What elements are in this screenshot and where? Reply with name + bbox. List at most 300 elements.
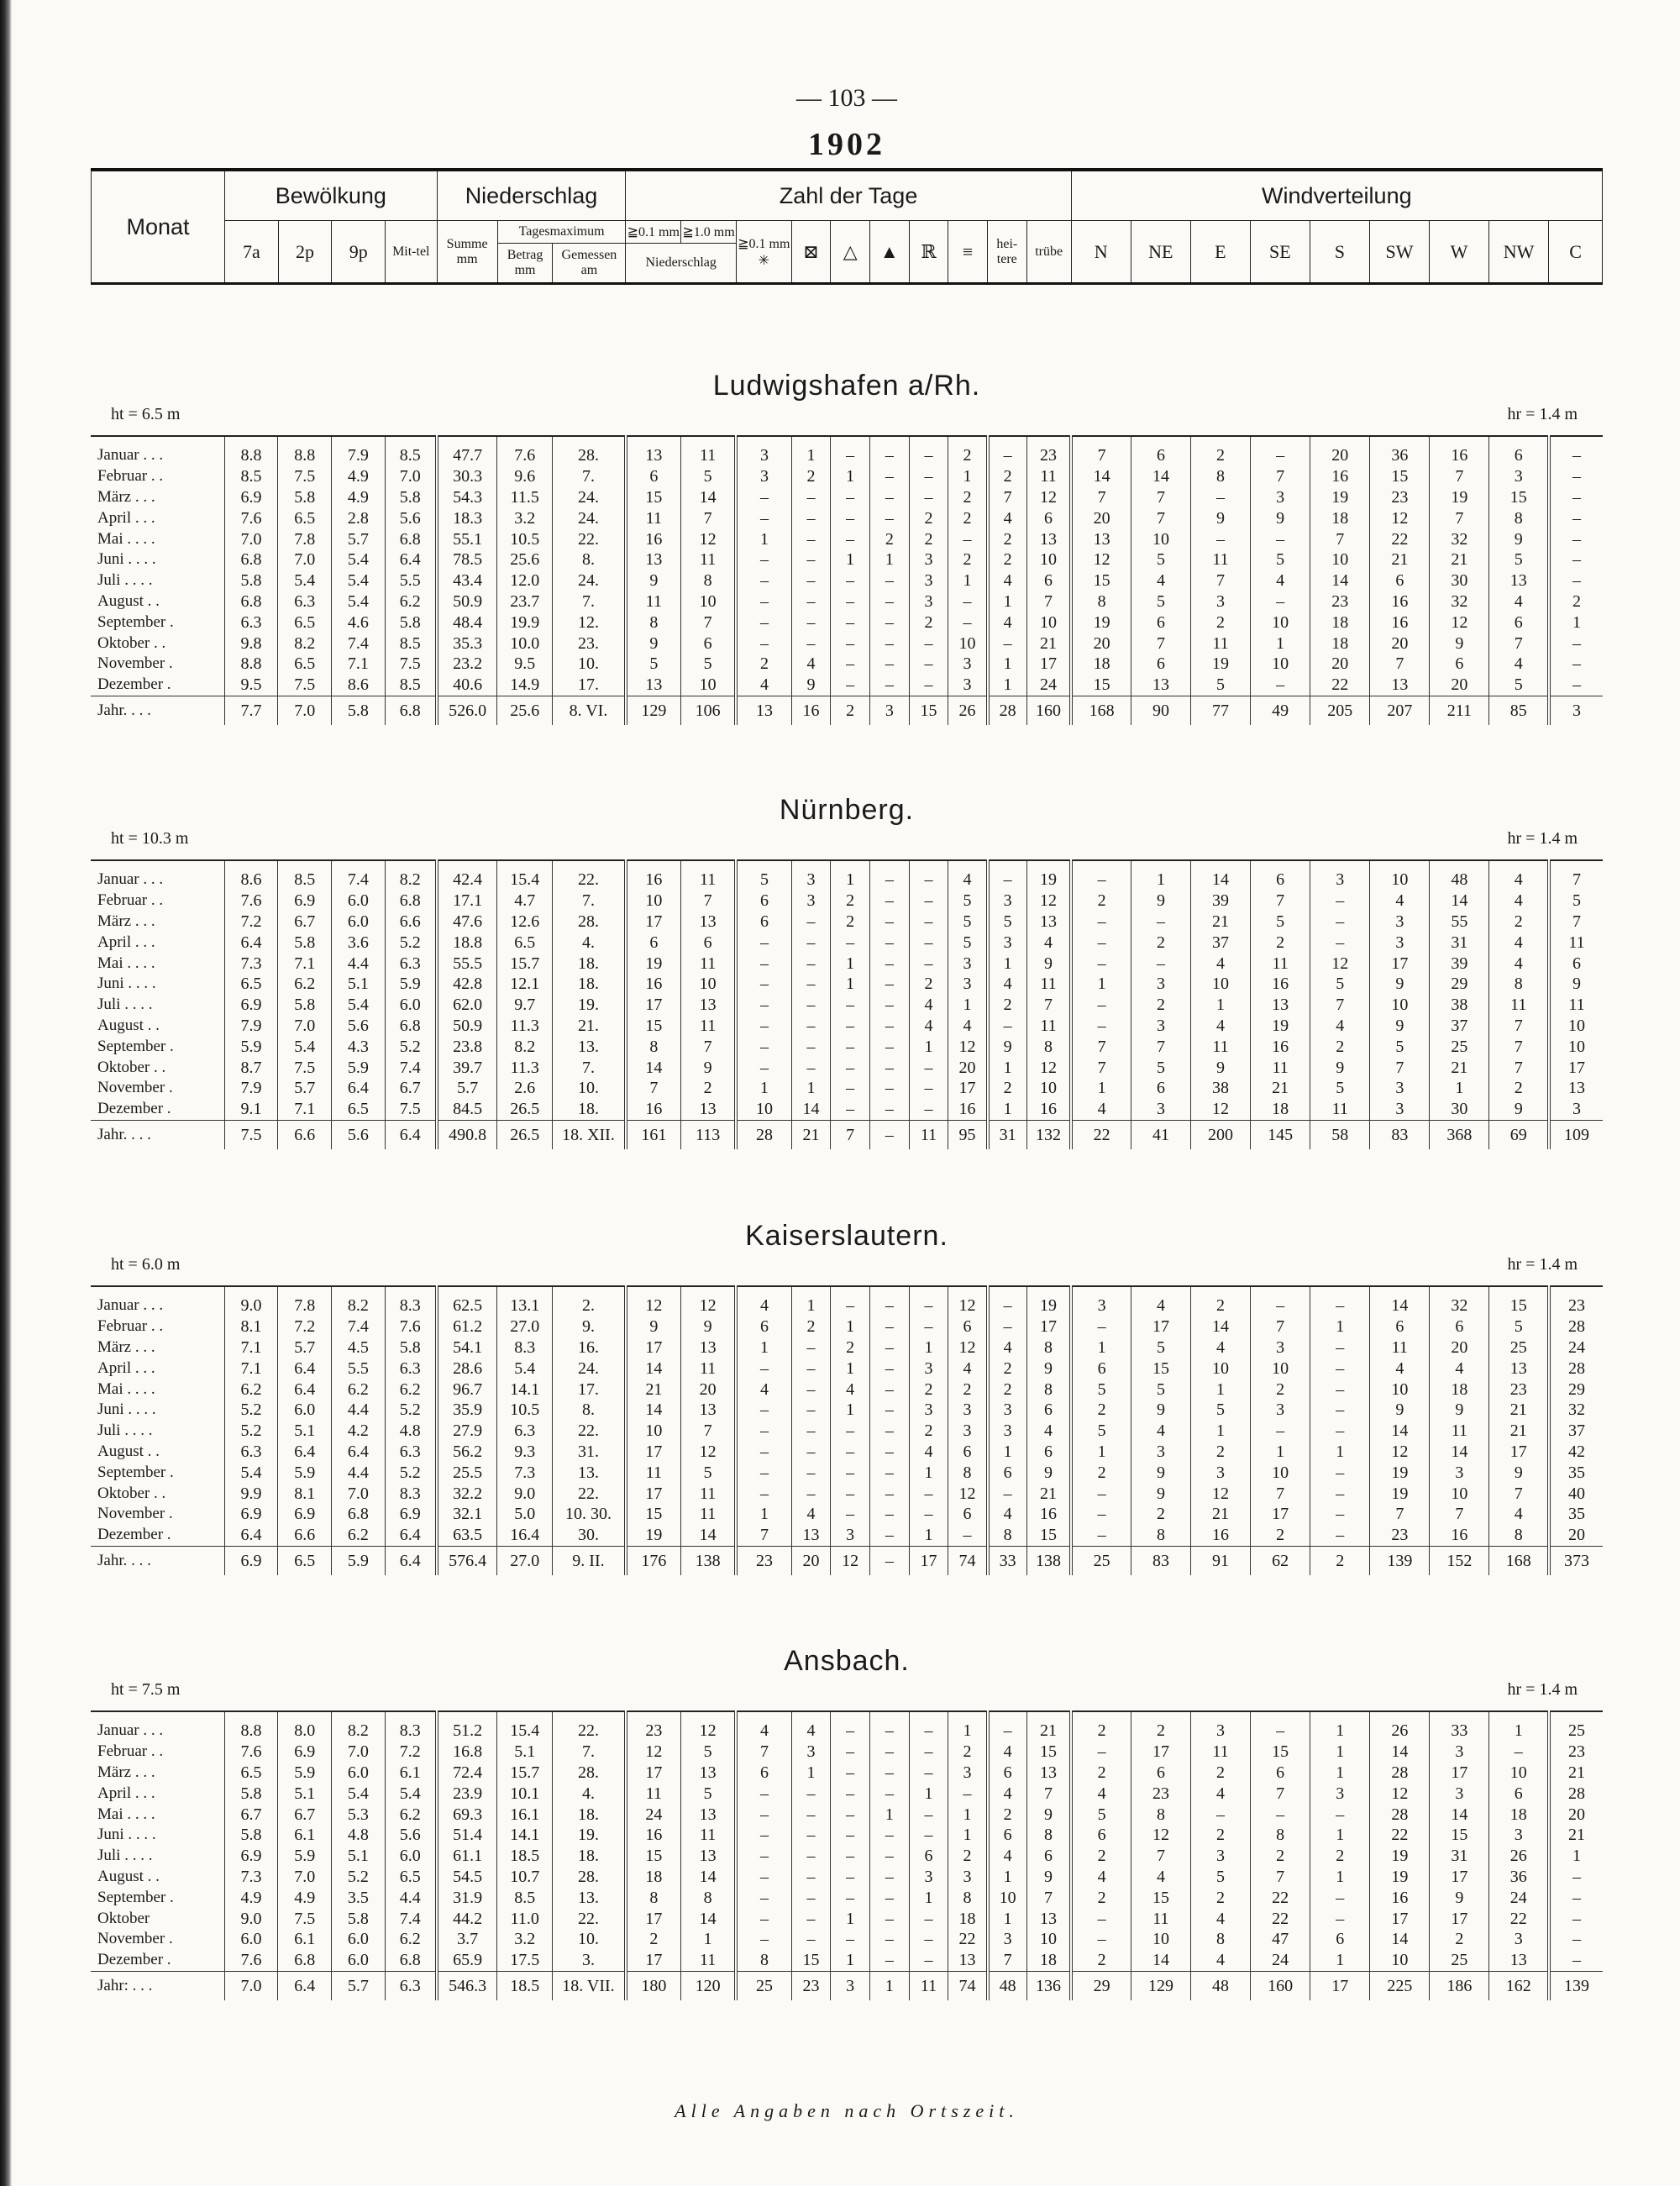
table-cell: 13 xyxy=(681,1763,737,1784)
table-cell: 6.5 xyxy=(278,507,332,528)
table-cell: 10 xyxy=(1310,549,1370,570)
table-cell: – xyxy=(909,1908,948,1929)
table-cell: 8 xyxy=(1026,1036,1071,1057)
table-cell: 23 xyxy=(1549,1286,1603,1316)
table-row xyxy=(91,1099,1603,1120)
table-cell: 10 xyxy=(1190,974,1250,995)
table-cell: 368 xyxy=(1430,1120,1489,1149)
table-cell: 9.9 xyxy=(224,1483,278,1504)
table-cell: 8.5 xyxy=(385,436,437,466)
table-cell: 7 xyxy=(1251,466,1310,487)
table-cell: – xyxy=(831,1825,870,1846)
table-cell: 6 xyxy=(1131,612,1190,633)
table-cell: 3 xyxy=(1190,591,1250,612)
table-cell: 7.5 xyxy=(224,1120,278,1149)
table-cell: 10 xyxy=(626,891,681,912)
table-cell: – xyxy=(791,1846,831,1867)
table-cell: 1 xyxy=(1310,1763,1370,1784)
table-cell: 5.9 xyxy=(278,1846,332,1867)
table-cell: 17 xyxy=(626,1908,681,1929)
table-cell: 27.0 xyxy=(497,1316,553,1337)
table-cell: 10 xyxy=(1131,1929,1190,1950)
table-cell: 7.9 xyxy=(332,436,386,466)
table-cell: – xyxy=(988,1016,1027,1037)
table-row xyxy=(91,1316,1603,1337)
month-label: Februar . . xyxy=(97,1317,164,1336)
table-cell: – xyxy=(791,932,831,953)
table-cell: – xyxy=(869,633,909,654)
table-cell: 12.1 xyxy=(497,974,553,995)
table-cell: 13 xyxy=(626,549,681,570)
table-cell: 7.2 xyxy=(385,1742,437,1763)
month-label: Juli . . . . xyxy=(97,1421,153,1440)
table-cell: 14.1 xyxy=(497,1379,553,1400)
table-cell: 19 xyxy=(1026,860,1071,891)
header-z01: ≧0.1 mm xyxy=(626,221,681,244)
table-cell: 4 xyxy=(988,570,1027,591)
table-cell: 16 xyxy=(1430,1525,1489,1546)
header-wind-c: C xyxy=(1549,221,1603,284)
table-cell: 4 xyxy=(988,612,1027,633)
table-cell: 9.7 xyxy=(497,995,553,1016)
table-cell: 7 xyxy=(1131,487,1190,508)
table-cell: 6.3 xyxy=(224,1442,278,1463)
table-cell: 16. xyxy=(553,1337,626,1358)
month-label: Dezember . xyxy=(97,1526,171,1544)
table-cell: 1 xyxy=(1310,1442,1370,1463)
table-cell: – xyxy=(1190,487,1250,508)
table-cell: 6.0 xyxy=(332,1950,386,1971)
table-cell: 2 xyxy=(1190,1442,1250,1463)
month-label: März . . . xyxy=(97,1337,155,1356)
table-cell: 5.4 xyxy=(278,1036,332,1057)
table-cell: 7 xyxy=(1370,1504,1430,1525)
table-cell: 13 xyxy=(681,995,737,1016)
table-cell: 21 xyxy=(1190,912,1250,933)
table-cell: 26 xyxy=(1370,1711,1430,1742)
table-cell: 19. xyxy=(553,1825,626,1846)
table-cell: 20 xyxy=(791,1546,831,1575)
table-cell: 11 xyxy=(1251,953,1310,974)
table-cell: – xyxy=(791,1358,831,1379)
table-cell: 10 xyxy=(736,1099,791,1120)
table-cell: 3 xyxy=(831,1971,870,2000)
table-cell: 4.9 xyxy=(332,466,386,487)
table-cell: 4 xyxy=(1190,1950,1250,1971)
table-cell: – xyxy=(869,1546,909,1575)
table-cell: 13 xyxy=(1131,675,1190,696)
table-cell: – xyxy=(948,528,988,549)
table-cell: – xyxy=(1549,570,1603,591)
table-cell: 10 xyxy=(626,1421,681,1442)
table-cell: 5.4 xyxy=(497,1358,553,1379)
table-row xyxy=(91,1804,1603,1825)
table-cell: 6.9 xyxy=(278,1504,332,1525)
month-label: Oktober xyxy=(97,1909,150,1927)
table-cell: – xyxy=(1071,860,1131,891)
table-cell: 5.5 xyxy=(385,570,437,591)
table-cell: 2 xyxy=(1251,1525,1310,1546)
table-cell: 20 xyxy=(1071,633,1131,654)
table-cell: 4 xyxy=(988,507,1027,528)
table-cell: 7 xyxy=(1489,1057,1549,1078)
table-row xyxy=(91,953,1603,974)
table-cell: 526.0 xyxy=(437,696,497,725)
table-cell: – xyxy=(791,1867,831,1888)
table-row xyxy=(91,1400,1603,1421)
table-cell: 18 xyxy=(1251,1099,1310,1120)
table-cell: – xyxy=(869,1504,909,1525)
table-cell: – xyxy=(791,1016,831,1037)
table-cell: 85 xyxy=(1489,696,1549,725)
table-cell: 32.1 xyxy=(437,1504,497,1525)
table-cell: 38 xyxy=(1430,995,1489,1016)
table-cell: 6.2 xyxy=(278,974,332,995)
table-cell: 1 xyxy=(909,1783,948,1804)
table-cell: 15 xyxy=(909,696,948,725)
table-cell: 21 xyxy=(1549,1825,1603,1846)
table-cell: 139 xyxy=(1549,1971,1603,2000)
table-cell: 8 xyxy=(626,1887,681,1908)
table-cell: 7 xyxy=(1131,633,1190,654)
table-cell: 13 xyxy=(1489,1358,1549,1379)
table-cell: 9 xyxy=(1026,1462,1071,1483)
table-cell: 4 xyxy=(948,1016,988,1037)
table-cell: – xyxy=(831,1078,870,1099)
table-cell: 8.1 xyxy=(224,1316,278,1337)
table-cell: 11 xyxy=(681,953,737,974)
table-cell: 6.5 xyxy=(224,1763,278,1784)
table-cell: – xyxy=(1071,953,1131,974)
table-cell: 7 xyxy=(1251,1783,1310,1804)
table-cell: 2 xyxy=(1131,995,1190,1016)
table-cell: 4 xyxy=(1026,932,1071,953)
table-cell: 5 xyxy=(1489,549,1549,570)
table-cell: 32 xyxy=(1549,1400,1603,1421)
table-cell: 7.0 xyxy=(224,1971,278,2000)
table-cell: 6.4 xyxy=(278,1379,332,1400)
table-cell: 14 xyxy=(681,487,737,508)
table-cell: 9.5 xyxy=(224,675,278,696)
table-cell: 2 xyxy=(909,507,948,528)
table-cell: 7 xyxy=(1026,1887,1071,1908)
table-cell: 8. xyxy=(553,549,626,570)
table-cell: 23 xyxy=(1026,436,1071,466)
table-cell: 10 xyxy=(1026,1929,1071,1950)
table-cell: 9 xyxy=(626,633,681,654)
table-cell: 30 xyxy=(1430,1099,1489,1120)
table-cell: 50.9 xyxy=(437,591,497,612)
table-cell: 14.9 xyxy=(497,675,553,696)
table-cell: 15.7 xyxy=(497,1763,553,1784)
table-cell: 1 xyxy=(831,466,870,487)
table-cell: 42.8 xyxy=(437,974,497,995)
table-cell: 62.5 xyxy=(437,1286,497,1316)
table-cell: 21 xyxy=(1430,1057,1489,1078)
table-cell: – xyxy=(909,891,948,912)
table-cell: 48 xyxy=(988,1971,1027,2000)
table-cell: 16 xyxy=(1370,1887,1430,1908)
table-cell: 1 xyxy=(948,1711,988,1742)
station-name: Ansbach. xyxy=(784,1645,910,1677)
table-cell: 14 xyxy=(1370,1929,1430,1950)
table-row xyxy=(91,891,1603,912)
table-cell: 9 xyxy=(1190,1057,1250,1078)
table-cell: 13 xyxy=(681,912,737,933)
table-cell: 16 xyxy=(948,1099,988,1120)
table-cell: 7.4 xyxy=(332,860,386,891)
table-cell: – xyxy=(831,1846,870,1867)
table-cell: 10 xyxy=(1251,1462,1310,1483)
table-cell: 7.1 xyxy=(278,1099,332,1120)
table-cell: 9.6 xyxy=(497,466,553,487)
table-cell: 10 xyxy=(1190,1358,1250,1379)
table-cell: 15 xyxy=(626,487,681,508)
station-ht: ht = 7.5 m xyxy=(111,1680,181,1699)
table-cell: 3 xyxy=(1430,1742,1489,1763)
table-cell: 5 xyxy=(1190,1400,1250,1421)
table-cell: – xyxy=(1549,549,1603,570)
table-cell: 28. xyxy=(553,912,626,933)
table-cell: 160 xyxy=(1026,696,1071,725)
header-tagesmaximum: Tagesmaximum xyxy=(497,221,626,244)
table-cell: 10 xyxy=(1251,1358,1310,1379)
table-cell: 5.2 xyxy=(224,1400,278,1421)
table-cell: 18.3 xyxy=(437,507,497,528)
table-cell: 3 xyxy=(1190,1711,1250,1742)
table-cell: 5.4 xyxy=(224,1462,278,1483)
table-cell: 6 xyxy=(1251,1763,1310,1784)
table-cell: 26 xyxy=(948,696,988,725)
table-cell: 2 xyxy=(1251,1379,1310,1400)
table-cell: 4 xyxy=(1251,570,1310,591)
table-cell: 10 xyxy=(1370,1950,1430,1971)
table-cell: 12 xyxy=(681,1711,737,1742)
table-cell: – xyxy=(831,1483,870,1504)
table-cell: 6.8 xyxy=(385,891,437,912)
table-cell: 7 xyxy=(1549,860,1603,891)
table-cell: – xyxy=(736,591,791,612)
table-cell: 7 xyxy=(988,487,1027,508)
table-cell: 4 xyxy=(831,1379,870,1400)
table-cell: 4 xyxy=(1131,570,1190,591)
table-row xyxy=(91,633,1603,654)
table-cell: 1 xyxy=(736,1504,791,1525)
table-cell: – xyxy=(791,1036,831,1057)
table-cell: 33 xyxy=(988,1546,1027,1575)
table-cell: 138 xyxy=(1026,1546,1071,1575)
table-cell: – xyxy=(869,1483,909,1504)
table-cell: 14 xyxy=(681,1525,737,1546)
table-cell: 7.5 xyxy=(385,1099,437,1120)
table-cell: 3 xyxy=(1370,932,1430,953)
table-cell: – xyxy=(869,487,909,508)
table-cell: 24 xyxy=(1489,1887,1549,1908)
table-cell: 6 xyxy=(1430,1316,1489,1337)
table-cell: 5.1 xyxy=(278,1783,332,1804)
table-cell: 4 xyxy=(948,860,988,891)
table-cell: 11 xyxy=(1026,974,1071,995)
table-row xyxy=(91,612,1603,633)
table-cell: 1 xyxy=(1310,1867,1370,1888)
table-cell: 2 xyxy=(909,1421,948,1442)
table-cell: 14.1 xyxy=(497,1825,553,1846)
table-cell: – xyxy=(869,1929,909,1950)
table-cell: 6.1 xyxy=(278,1929,332,1950)
table-cell: 5 xyxy=(681,654,737,675)
header-windverteilung: Windverteilung xyxy=(1071,170,1602,221)
table-row xyxy=(91,1057,1603,1078)
table-cell: 9 xyxy=(1026,1358,1071,1379)
table-cell: 6.4 xyxy=(278,1971,332,2000)
table-cell: 1 xyxy=(909,1462,948,1483)
table-cell: – xyxy=(869,1825,909,1846)
month-label: Juni . . . . xyxy=(97,975,156,993)
table-cell: 5 xyxy=(1190,675,1250,696)
table-cell: – xyxy=(791,487,831,508)
table-cell: 1 xyxy=(909,1337,948,1358)
table-cell: 3 xyxy=(988,932,1027,953)
table-cell: 1 xyxy=(988,1867,1027,1888)
table-cell: 18. xyxy=(553,953,626,974)
table-cell: 5.4 xyxy=(332,549,386,570)
table-cell: 4.9 xyxy=(278,1887,332,1908)
table-cell: – xyxy=(909,1099,948,1120)
table-cell: 6 xyxy=(988,1462,1027,1483)
table-cell: 7.8 xyxy=(278,1286,332,1316)
table-cell: 37 xyxy=(1430,1016,1489,1037)
table-cell: – xyxy=(1549,436,1603,466)
table-cell: – xyxy=(869,1742,909,1763)
table-cell: 2 xyxy=(791,466,831,487)
table-cell: 6.3 xyxy=(278,591,332,612)
table-cell: – xyxy=(988,436,1027,466)
table-cell: – xyxy=(736,1867,791,1888)
table-cell: – xyxy=(1310,1525,1370,1546)
table-cell: 16 xyxy=(626,1825,681,1846)
table-cell: – xyxy=(791,1462,831,1483)
table-cell: 3 xyxy=(988,1400,1027,1421)
station-hr: hr = 1.4 m xyxy=(1507,829,1578,848)
table-cell: – xyxy=(736,1929,791,1950)
table-cell: 3.2 xyxy=(497,507,553,528)
table-cell: 8.3 xyxy=(385,1286,437,1316)
footer-note: Alle Angaben nach Ortszeit. xyxy=(675,2100,1019,2121)
table-cell: 1 xyxy=(948,995,988,1016)
table-cell: 10 xyxy=(988,1887,1027,1908)
column-header xyxy=(91,168,1603,285)
table-cell: 3.7 xyxy=(437,1929,497,1950)
table-cell: 1 xyxy=(1489,1711,1549,1742)
table-cell: 6 xyxy=(1026,507,1071,528)
table-cell: 8.7 xyxy=(224,1057,278,1078)
table-cell: 18. XII. xyxy=(553,1120,626,1149)
table-cell: 13 xyxy=(626,436,681,466)
table-cell: 6.5 xyxy=(278,612,332,633)
table-cell: – xyxy=(831,487,870,508)
month-label: Januar . . . xyxy=(97,1721,164,1740)
table-cell: 62.0 xyxy=(437,995,497,1016)
table-cell: 9 xyxy=(1310,1057,1370,1078)
table-cell: 1 xyxy=(1549,1846,1603,1867)
table-cell: 14 xyxy=(626,1400,681,1421)
table-cell: 17 xyxy=(1131,1742,1190,1763)
month-label: Jahr: . . . xyxy=(91,1971,224,2000)
table-cell: 2 xyxy=(1190,1286,1250,1316)
table-cell: 39 xyxy=(1430,953,1489,974)
table-cell: 13 xyxy=(1026,528,1071,549)
table-cell: 12 xyxy=(626,1742,681,1763)
table-cell: 5.8 xyxy=(224,570,278,591)
table-cell: 7 xyxy=(1251,1867,1310,1888)
station-name: Ludwigshafen a/Rh. xyxy=(712,370,981,402)
table-cell: – xyxy=(1071,1483,1131,1504)
table-cell: 7.9 xyxy=(224,1078,278,1099)
table-cell: 6 xyxy=(1370,1316,1430,1337)
table-cell: 8 xyxy=(681,1887,737,1908)
table-cell: 4 xyxy=(1190,1783,1250,1804)
table-cell: 5.2 xyxy=(385,1036,437,1057)
table-cell: 22 xyxy=(1251,1908,1310,1929)
table-cell: 6.9 xyxy=(278,891,332,912)
table-cell: 7. xyxy=(553,1057,626,1078)
table-cell: 15 xyxy=(1026,1742,1071,1763)
table-cell: 9 xyxy=(1430,633,1489,654)
table-cell: – xyxy=(736,1358,791,1379)
table-cell: – xyxy=(736,1016,791,1037)
table-cell: 5.7 xyxy=(278,1078,332,1099)
table-cell: – xyxy=(869,1462,909,1483)
table-cell: 5.1 xyxy=(278,1421,332,1442)
table-cell: 1 xyxy=(831,549,870,570)
table-cell: 25 xyxy=(1430,1036,1489,1057)
table-cell: 13 xyxy=(1549,1078,1603,1099)
table-cell: – xyxy=(1549,466,1603,487)
table-cell: 2 xyxy=(988,995,1027,1016)
table-cell: 22 xyxy=(1251,1887,1310,1908)
table-cell: 6 xyxy=(1489,436,1549,466)
table-cell: 19 xyxy=(1370,1846,1430,1867)
table-cell: 12 xyxy=(1370,1442,1430,1463)
table-cell: 10. 30. xyxy=(553,1504,626,1525)
table-cell: 18 xyxy=(1310,507,1370,528)
table-cell: 7.7 xyxy=(224,696,278,725)
table-cell: – xyxy=(831,995,870,1016)
table-cell: 4 xyxy=(791,654,831,675)
table-cell: 43.4 xyxy=(437,570,497,591)
table-cell: – xyxy=(909,860,948,891)
table-cell: 1 xyxy=(1430,1078,1489,1099)
table-cell: 12.6 xyxy=(497,912,553,933)
table-cell: – xyxy=(831,1057,870,1078)
table-cell: 7.1 xyxy=(224,1337,278,1358)
table-cell: – xyxy=(869,1783,909,1804)
table-cell: 21. xyxy=(553,1016,626,1037)
table-cell: 1 xyxy=(988,1442,1027,1463)
table-cell: 6 xyxy=(736,912,791,933)
table-cell: 3 xyxy=(736,436,791,466)
table-cell: 1 xyxy=(948,466,988,487)
table-cell: 32 xyxy=(1430,591,1489,612)
table-cell: 4 xyxy=(1489,953,1549,974)
table-cell: 8.1 xyxy=(278,1483,332,1504)
table-cell: 11 xyxy=(681,1950,737,1971)
table-cell: 20 xyxy=(1310,436,1370,466)
table-cell: – xyxy=(831,1036,870,1057)
table-cell: 56.2 xyxy=(437,1442,497,1463)
table-cell: 3 xyxy=(1370,1099,1430,1120)
table-cell: 11 xyxy=(1489,995,1549,1016)
